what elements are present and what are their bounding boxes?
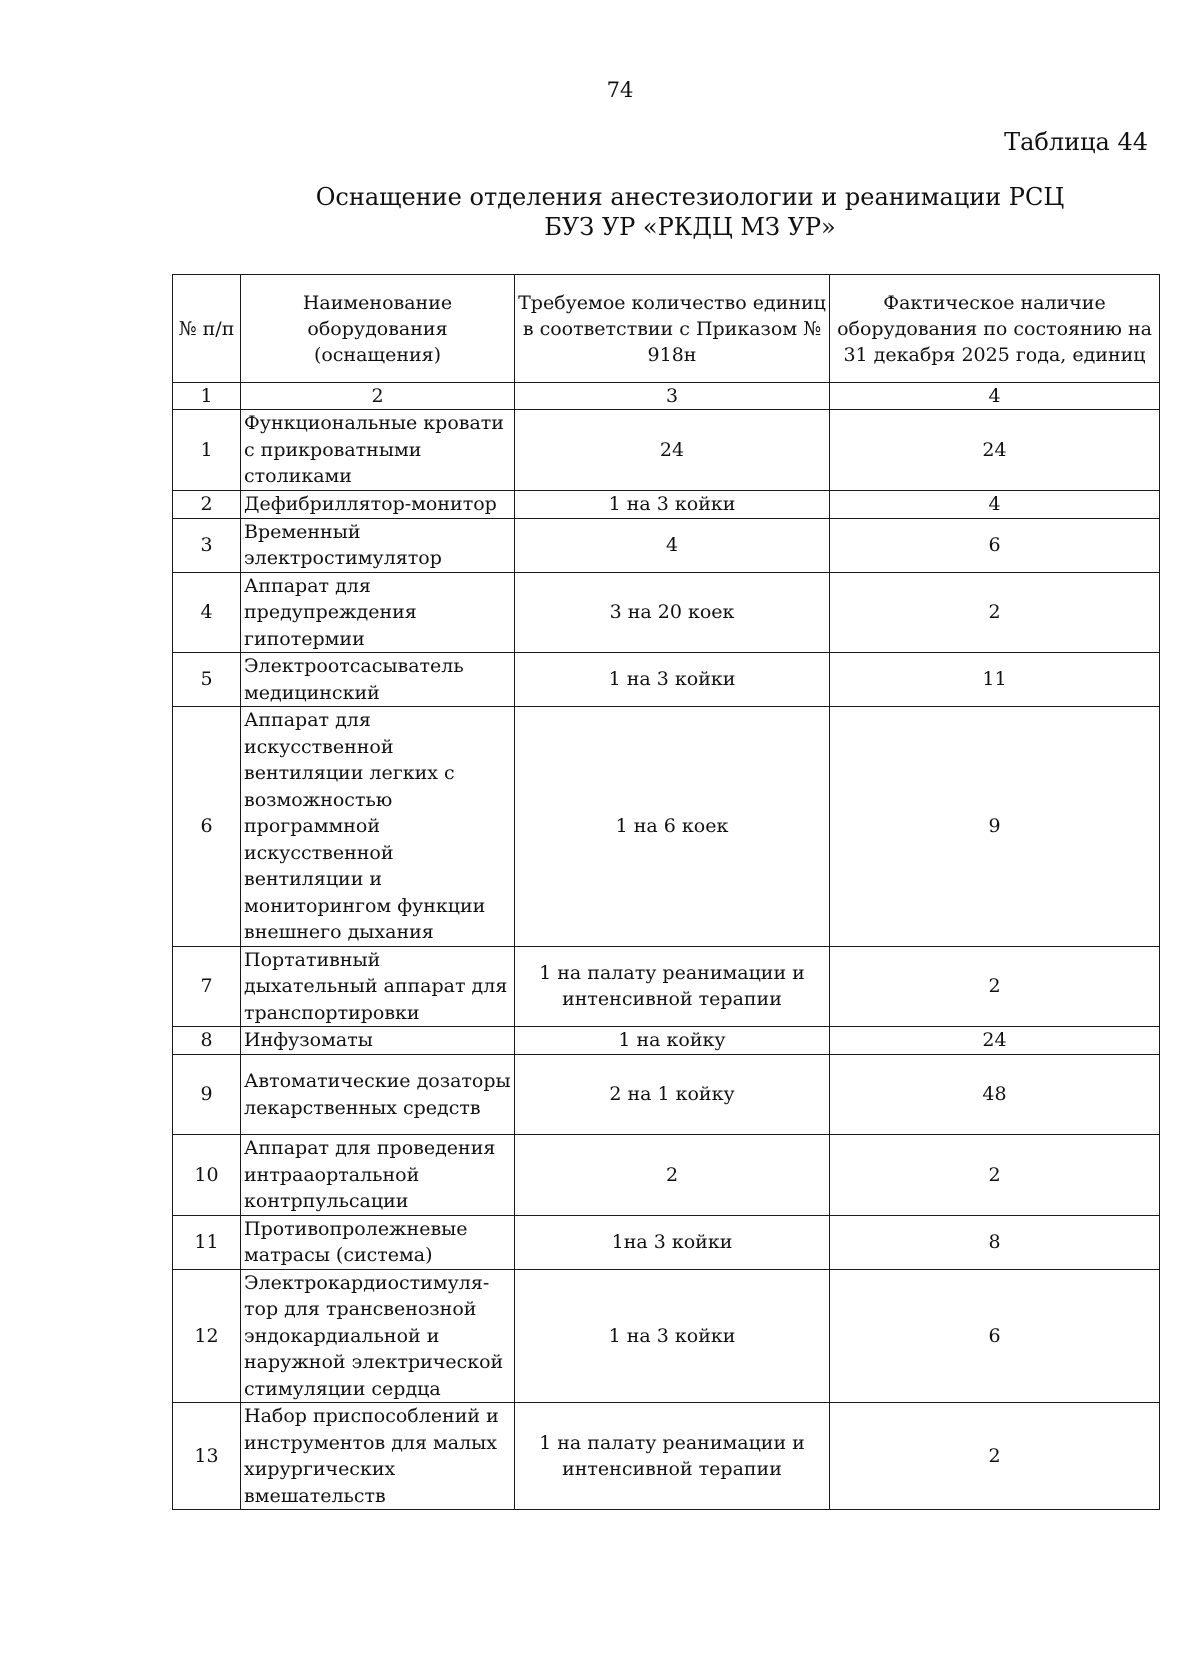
column-number: 3 xyxy=(515,383,830,410)
actual-quantity-cell: 2 xyxy=(830,946,1160,1027)
equipment-table xyxy=(172,274,1160,1510)
table-row xyxy=(173,490,1160,518)
equipment-name-cell: Аппарат для искусственной вентиляции легких с возможностью программной искусственной вентиляции и мониторингом функции внешнего дыхания xyxy=(241,707,515,947)
equipment-name-cell: Электрокардиостимуля-тор для трансвенозной эндокардиальной и наружной электрической стимуляции сердца xyxy=(241,1269,515,1403)
table-row xyxy=(173,1403,1160,1510)
table-label: Таблица 44 xyxy=(1004,128,1148,156)
required-quantity-cell: 1 на койку xyxy=(515,1027,830,1055)
row-number-cell: 5 xyxy=(173,653,241,707)
required-quantity-cell: 1 на палату реанимации и интенсивной терапии xyxy=(515,946,830,1027)
page-number: 74 xyxy=(606,78,634,102)
actual-quantity-cell: 8 xyxy=(830,1215,1160,1269)
row-number-cell: 4 xyxy=(173,572,241,653)
actual-quantity-cell: 6 xyxy=(830,518,1160,572)
row-number-cell: 7 xyxy=(173,946,241,1027)
required-quantity-cell: 1на 3 койки xyxy=(515,1215,830,1269)
table-row xyxy=(173,1269,1160,1403)
table-row xyxy=(173,410,1160,491)
required-quantity-cell: 2 xyxy=(515,1135,830,1216)
document-title-line-2: БУЗ УР «РКДЦ МЗ УР» xyxy=(544,213,836,241)
equipment-name-cell: Инфузоматы xyxy=(241,1027,515,1055)
row-number-cell: 12 xyxy=(173,1269,241,1403)
row-number-cell: 10 xyxy=(173,1135,241,1216)
required-quantity-cell: 1 на палату реанимации и интенсивной терапии xyxy=(515,1403,830,1510)
equipment-name-cell: Портативный дыхательный аппарат для транспортировки xyxy=(241,946,515,1027)
actual-quantity-cell: 4 xyxy=(830,490,1160,518)
actual-quantity-cell: 24 xyxy=(830,410,1160,491)
table-row xyxy=(173,572,1160,653)
table-row xyxy=(173,1135,1160,1216)
equipment-name-cell: Набор приспособлений и инструментов для малых хирургических вмешательств xyxy=(241,1403,515,1510)
actual-quantity-cell: 2 xyxy=(830,1403,1160,1510)
row-number-cell: 8 xyxy=(173,1027,241,1055)
column-number: 4 xyxy=(830,383,1160,410)
required-quantity-cell: 1 на 3 койки xyxy=(515,653,830,707)
row-number-cell: 6 xyxy=(173,707,241,947)
actual-quantity-cell: 2 xyxy=(830,1135,1160,1216)
required-quantity-cell: 1 на 6 коек xyxy=(515,707,830,947)
header-row xyxy=(173,275,1160,383)
required-quantity-cell: 1 на 3 койки xyxy=(515,1269,830,1403)
actual-quantity-cell: 6 xyxy=(830,1269,1160,1403)
equipment-name-cell: Противопролежневые матрасы (система) xyxy=(241,1215,515,1269)
actual-quantity-cell: 24 xyxy=(830,1027,1160,1055)
row-number-cell: 13 xyxy=(173,1403,241,1510)
header-actual: Фактическое наличие оборудования по состоянию на 31 декабря 2025 года, единиц xyxy=(830,275,1160,383)
row-number-cell: 3 xyxy=(173,518,241,572)
table-row xyxy=(173,946,1160,1027)
actual-quantity-cell: 48 xyxy=(830,1055,1160,1135)
row-number-cell: 9 xyxy=(173,1055,241,1135)
actual-quantity-cell: 2 xyxy=(830,572,1160,653)
table-body xyxy=(173,383,1160,1510)
row-number-cell: 2 xyxy=(173,490,241,518)
actual-quantity-cell: 11 xyxy=(830,653,1160,707)
equipment-name-cell: Аппарат для предупреждения гипотермии xyxy=(241,572,515,653)
required-quantity-cell: 3 на 20 коек xyxy=(515,572,830,653)
required-quantity-cell: 24 xyxy=(515,410,830,491)
equipment-name-cell: Дефибриллятор-монитор xyxy=(241,490,515,518)
column-number: 1 xyxy=(173,383,241,410)
header-name: Наименование оборудования (оснащения) xyxy=(241,275,515,383)
equipment-name-cell: Временный электростимулятор xyxy=(241,518,515,572)
document-title-line-1: Оснащение отделения анестезиологии и реанимации РСЦ xyxy=(315,183,1065,211)
table-row xyxy=(173,1215,1160,1269)
actual-quantity-cell: 9 xyxy=(830,707,1160,947)
table-row xyxy=(173,518,1160,572)
equipment-name-cell: Функциональные кровати с прикроватными столиками xyxy=(241,410,515,491)
required-quantity-cell: 4 xyxy=(515,518,830,572)
document-title xyxy=(190,182,1190,242)
column-number-row xyxy=(173,383,1160,410)
column-number: 2 xyxy=(241,383,515,410)
equipment-name-cell: Аппарат для проведения интрааортальной контрпульсации xyxy=(241,1135,515,1216)
table-row xyxy=(173,1027,1160,1055)
equipment-name-cell: Электроотсасыватель медицинский xyxy=(241,653,515,707)
equipment-name-cell: Автоматические дозаторы лекарственных средств xyxy=(241,1055,515,1135)
table-row xyxy=(173,1055,1160,1135)
required-quantity-cell: 1 на 3 койки xyxy=(515,490,830,518)
header-required: Требуемое количество единиц в соответствии с Приказом № 918н xyxy=(515,275,830,383)
table-row xyxy=(173,653,1160,707)
header-num: № п/п xyxy=(173,275,241,383)
row-number-cell: 1 xyxy=(173,410,241,491)
row-number-cell: 11 xyxy=(173,1215,241,1269)
required-quantity-cell: 2 на 1 койку xyxy=(515,1055,830,1135)
table-row xyxy=(173,707,1160,947)
